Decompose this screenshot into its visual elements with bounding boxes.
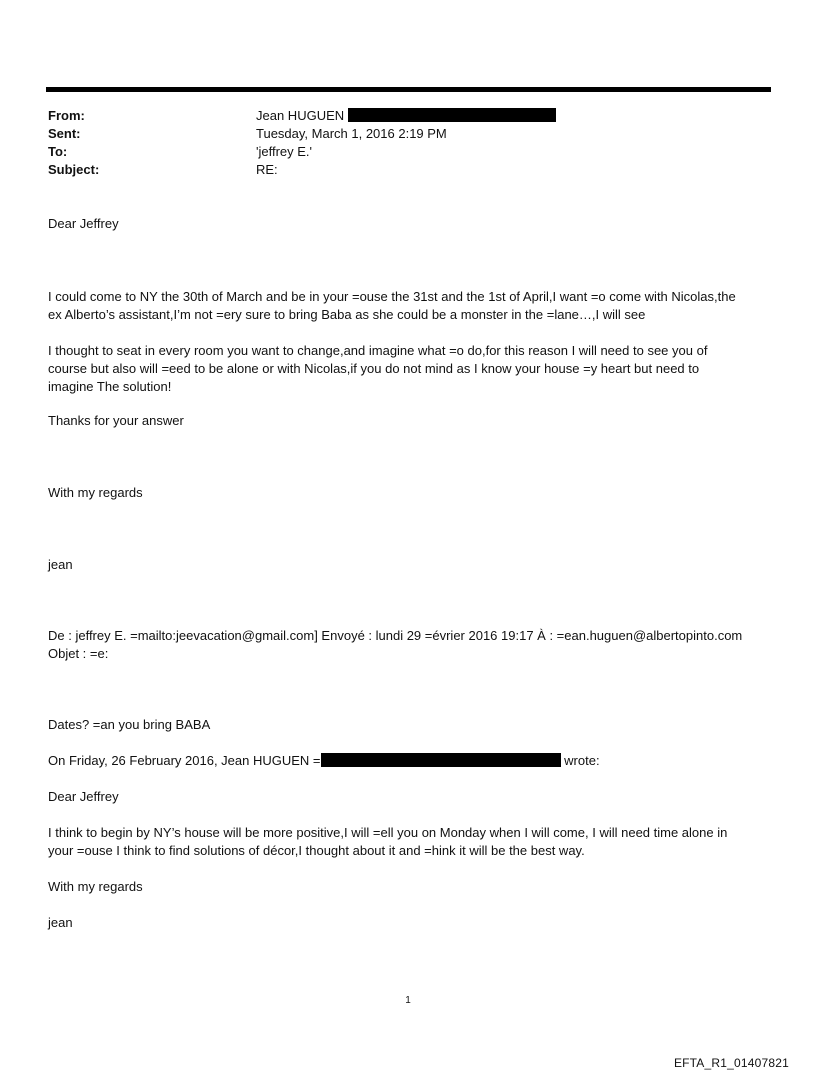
- quoted-on-friday-line: [48, 752, 773, 770]
- to-value: 'jeffrey E.': [256, 144, 313, 159]
- from-name: Jean HUGUEN: [256, 108, 345, 123]
- paragraph-line: ex Alberto’s assistant,I’m not =ery sure to bring Baba as she could be a monster in the =lane…,I will see: [48, 307, 646, 322]
- paragraph-line: I could come to NY the 30th of March and be in your =ouse the 31st and the 1st of April,I want =o come with Nicolas,the: [48, 289, 736, 304]
- bates-number: EFTA_R1_01407821: [673, 1056, 789, 1070]
- paragraph-line: I think to begin by NY’s house will be more positive,I will =ell you on Monday when I will come, I will need time alone in: [48, 825, 728, 840]
- redaction-box: [321, 753, 561, 767]
- quoted-objet-line: Objet : =e:: [48, 646, 109, 661]
- quoted-paragraph: [48, 824, 773, 860]
- sent-label: Sent:: [48, 126, 81, 141]
- redaction-box: [348, 108, 556, 122]
- from-label: From:: [48, 108, 85, 123]
- paragraph-travel-plans: [48, 288, 773, 324]
- paragraph-line: I thought to seat in every room you want to change,and imagine what =o do,for this reason I will need to see you of: [48, 343, 708, 358]
- quoted-signature: jean: [48, 915, 73, 930]
- quoted-greeting: Dear Jeffrey: [48, 789, 119, 804]
- on-friday-suffix: wrote:: [564, 753, 600, 768]
- regards-line: With my regards: [48, 485, 143, 500]
- paragraph-line: course but also will =eed to be alone or with Nicolas,if you do not mind as I know your house =y heart but need to: [48, 361, 700, 376]
- thanks-line: Thanks for your answer: [48, 413, 184, 428]
- subject-label: Subject:: [48, 162, 100, 177]
- paragraph-line: imagine The solution!: [48, 379, 172, 394]
- paragraph-line: your =ouse I think to find solutions of décor,I thought about it and =hink it will be the best way.: [48, 843, 585, 858]
- signature: jean: [48, 557, 73, 572]
- header-rule: [46, 87, 771, 92]
- to-label: To:: [48, 144, 68, 159]
- subject-value: RE:: [256, 162, 278, 177]
- paragraph-room-visit: [48, 342, 773, 396]
- from-value: [256, 107, 556, 125]
- quoted-regards: With my regards: [48, 879, 143, 894]
- greeting: Dear Jeffrey: [48, 216, 119, 231]
- quoted-header: [48, 627, 773, 663]
- sent-value: Tuesday, March 1, 2016 2:19 PM: [256, 126, 447, 141]
- on-friday-prefix: On Friday, 26 February 2016, Jean HUGUEN =: [48, 753, 321, 768]
- page-number: 1: [405, 995, 411, 1006]
- quoted-de-line: De : jeffrey E. =mailto:jeevacation@gmail.com] Envoyé : lundi 29 =évrier 2016 19:17 À : =ean.huguen@albertopinto.com: [48, 628, 743, 643]
- quoted-dates-line: Dates? =an you bring BABA: [48, 717, 211, 732]
